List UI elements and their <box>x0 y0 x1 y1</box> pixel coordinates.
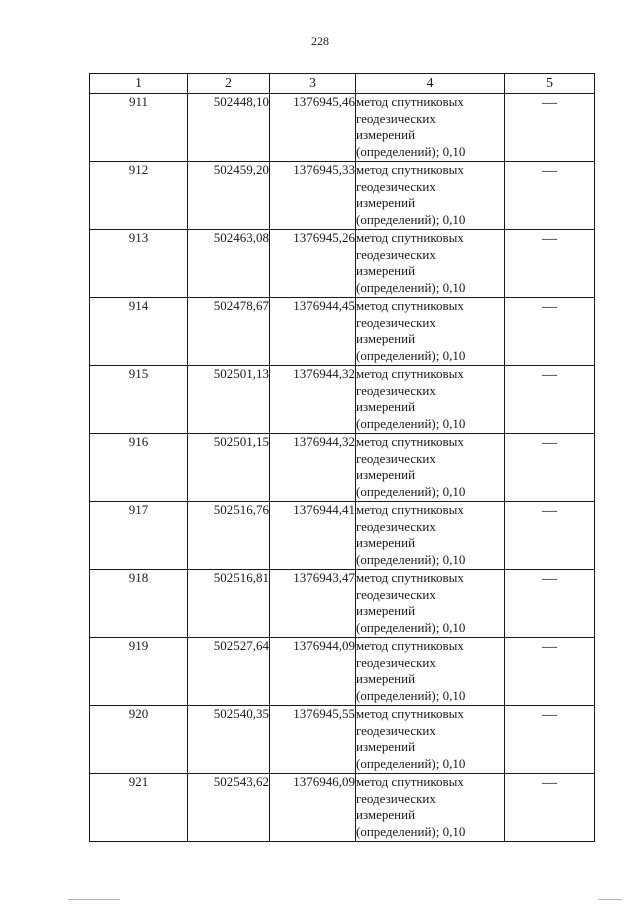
method-text-line: (определений); 0,10 <box>356 347 466 363</box>
method-text-line: измерений <box>356 467 416 482</box>
y-coordinate-cell: 1376944,45 <box>270 298 356 366</box>
note-cell: — <box>505 230 595 298</box>
method-text-line: (определений); 0,10 <box>356 823 466 839</box>
method-text-line: метод спутниковых <box>356 366 464 381</box>
method-cell <box>356 774 505 842</box>
table-row <box>90 706 595 774</box>
method-text-line: (определений); 0,10 <box>356 619 466 635</box>
method-text-line: геодезических <box>356 518 436 534</box>
method-text-line: измерений <box>356 535 416 550</box>
table-row <box>90 434 595 502</box>
column-header-3: 3 <box>270 74 356 94</box>
scan-mark-right <box>598 899 622 900</box>
method-text-line: (определений); 0,10 <box>356 483 466 499</box>
method-text-line: метод спутниковых <box>356 638 464 653</box>
method-text-line: метод спутниковых <box>356 774 464 789</box>
x-coordinate-cell: 502459,20 <box>188 162 270 230</box>
method-text-line: геодезических <box>356 586 436 602</box>
note-cell: — <box>505 434 595 502</box>
y-coordinate-cell: 1376946,09 <box>270 774 356 842</box>
method-text-line: геодезических <box>356 178 436 194</box>
point-number-cell: 918 <box>90 570 188 638</box>
x-coordinate-cell: 502516,81 <box>188 570 270 638</box>
method-text-line: (определений); 0,10 <box>356 415 466 431</box>
table-row <box>90 230 595 298</box>
method-text-line: измерений <box>356 331 416 346</box>
method-text-line: измерений <box>356 263 416 278</box>
point-number-cell: 921 <box>90 774 188 842</box>
method-text-line: метод спутниковых <box>356 94 464 109</box>
point-number-cell: 914 <box>90 298 188 366</box>
y-coordinate-cell: 1376944,09 <box>270 638 356 706</box>
column-header-4: 4 <box>356 74 505 94</box>
method-text-line: измерений <box>356 127 416 142</box>
table-row <box>90 298 595 366</box>
y-coordinate-cell: 1376945,33 <box>270 162 356 230</box>
method-text-line: геодезических <box>356 790 436 806</box>
method-text-line: (определений); 0,10 <box>356 279 466 295</box>
column-header-2: 2 <box>188 74 270 94</box>
method-cell <box>356 502 505 570</box>
method-text-line: геодезических <box>356 110 436 126</box>
point-number-cell: 912 <box>90 162 188 230</box>
note-cell: — <box>505 94 595 162</box>
note-cell: — <box>505 570 595 638</box>
method-cell <box>356 434 505 502</box>
table-row <box>90 366 595 434</box>
note-cell: — <box>505 502 595 570</box>
method-text-line: метод спутниковых <box>356 502 464 517</box>
method-text-line: (определений); 0,10 <box>356 687 466 703</box>
method-text-line: (определений); 0,10 <box>356 755 466 771</box>
method-text-line: геодезических <box>356 382 436 398</box>
method-text-line: метод спутниковых <box>356 230 464 245</box>
y-coordinate-cell: 1376943,47 <box>270 570 356 638</box>
method-text-line: геодезических <box>356 654 436 670</box>
method-text-line: метод спутниковых <box>356 298 464 313</box>
method-text-line: измерений <box>356 195 416 210</box>
note-cell: — <box>505 366 595 434</box>
x-coordinate-cell: 502478,67 <box>188 298 270 366</box>
x-coordinate-cell: 502501,15 <box>188 434 270 502</box>
method-text-line: геодезических <box>356 314 436 330</box>
method-text-line: метод спутниковых <box>356 162 464 177</box>
method-text-line: (определений); 0,10 <box>356 551 466 567</box>
scan-mark-left <box>68 899 120 900</box>
method-cell <box>356 230 505 298</box>
x-coordinate-cell: 502501,13 <box>188 366 270 434</box>
table-row <box>90 774 595 842</box>
x-coordinate-cell: 502527,64 <box>188 638 270 706</box>
method-cell <box>356 638 505 706</box>
y-coordinate-cell: 1376945,26 <box>270 230 356 298</box>
coordinates-table <box>89 73 595 842</box>
x-coordinate-cell: 502540,35 <box>188 706 270 774</box>
point-number-cell: 911 <box>90 94 188 162</box>
point-number-cell: 915 <box>90 366 188 434</box>
point-number-cell: 919 <box>90 638 188 706</box>
table-row <box>90 162 595 230</box>
note-cell: — <box>505 706 595 774</box>
table-row <box>90 502 595 570</box>
y-coordinate-cell: 1376944,32 <box>270 366 356 434</box>
method-text-line: метод спутниковых <box>356 706 464 721</box>
note-cell: — <box>505 298 595 366</box>
y-coordinate-cell: 1376945,55 <box>270 706 356 774</box>
method-text-line: геодезических <box>356 246 436 262</box>
x-coordinate-cell: 502543,62 <box>188 774 270 842</box>
x-coordinate-cell: 502516,76 <box>188 502 270 570</box>
method-text-line: метод спутниковых <box>356 434 464 449</box>
method-text-line: измерений <box>356 739 416 754</box>
method-text-line: (определений); 0,10 <box>356 211 466 227</box>
method-cell <box>356 162 505 230</box>
method-cell <box>356 706 505 774</box>
table-body <box>90 94 595 842</box>
method-cell <box>356 298 505 366</box>
y-coordinate-cell: 1376944,32 <box>270 434 356 502</box>
y-coordinate-cell: 1376945,46 <box>270 94 356 162</box>
point-number-cell: 920 <box>90 706 188 774</box>
x-coordinate-cell: 502463,08 <box>188 230 270 298</box>
method-cell <box>356 94 505 162</box>
method-text-line: измерений <box>356 603 416 618</box>
method-text-line: измерений <box>356 671 416 686</box>
y-coordinate-cell: 1376944,41 <box>270 502 356 570</box>
method-cell <box>356 570 505 638</box>
note-cell: — <box>505 774 595 842</box>
method-text-line: геодезических <box>356 722 436 738</box>
table-row <box>90 570 595 638</box>
method-text-line: измерений <box>356 807 416 822</box>
method-cell <box>356 366 505 434</box>
table-row <box>90 94 595 162</box>
method-text-line: (определений); 0,10 <box>356 143 466 159</box>
point-number-cell: 917 <box>90 502 188 570</box>
point-number-cell: 913 <box>90 230 188 298</box>
method-text-line: геодезических <box>356 450 436 466</box>
note-cell: — <box>505 638 595 706</box>
column-header-5: 5 <box>505 74 595 94</box>
column-header-1: 1 <box>90 74 188 94</box>
table-row <box>90 638 595 706</box>
page-number: 228 <box>311 34 329 48</box>
x-coordinate-cell: 502448,10 <box>188 94 270 162</box>
method-text-line: метод спутниковых <box>356 570 464 585</box>
method-text-line: измерений <box>356 399 416 414</box>
note-cell: — <box>505 162 595 230</box>
point-number-cell: 916 <box>90 434 188 502</box>
table-header-row <box>90 74 595 94</box>
